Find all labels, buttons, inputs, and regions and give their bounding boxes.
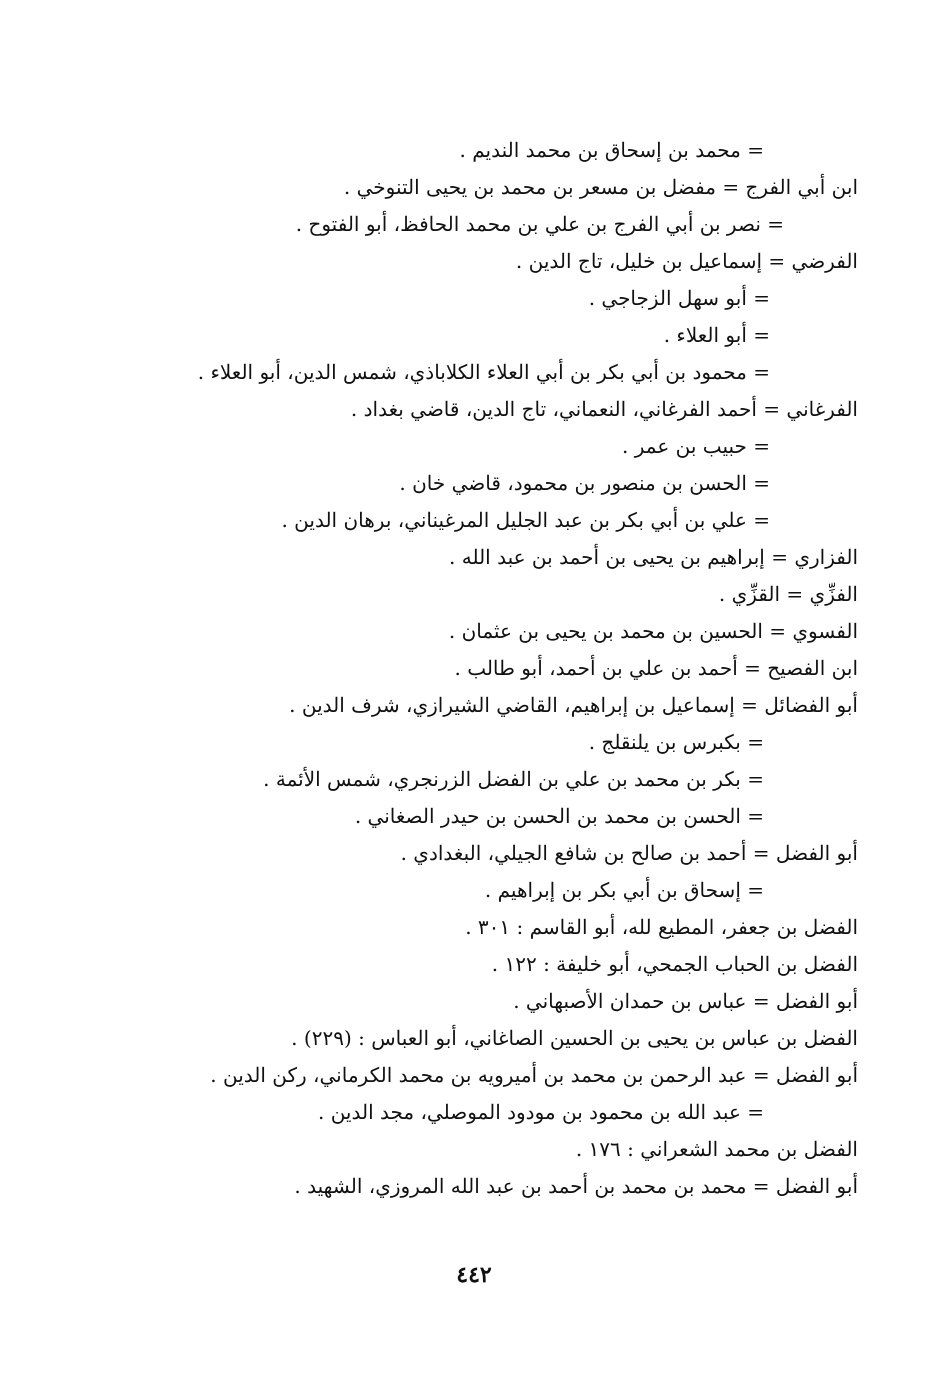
index-line: = الحسن بن محمد بن الحسن بن حيدر الصغاني . (354, 804, 764, 828)
index-line: أبو الفضل = أحمد بن صالح بن شافع الجيلي، البغدادي . (400, 841, 858, 865)
index-line: أبو الفضل = محمد بن محمد بن أحمد بن عبد الله المروزي، الشهيد . (294, 1174, 858, 1198)
index-line: الفرغاني = أحمد الفرغاني، النعماني، تاج الدين، قاضي بغداد . (350, 397, 858, 421)
index-line: ابن أبي الفرج = مفضل بن مسعر بن محمد بن يحيى التنوخي . (343, 175, 858, 199)
index-line: أبو الفضل = عباس بن حمدان الأصبهاني . (513, 989, 858, 1013)
index-line: = بكبرس بن يلنقلج . (588, 730, 764, 754)
index-line: الفضل بن عباس بن يحيى بن الحسين الصاغاني، أبو العباس : (٢٢٩) . (291, 1026, 858, 1050)
index-line: = بكر بن محمد بن علي بن الفضل الزرنجري، شمس الأئمة . (263, 767, 764, 791)
index-line: أبو الفضائل = إسماعيل بن إبراهيم، القاضي الشيرازي، شرف الدين . (289, 693, 858, 717)
index-line: الفرضي = إسماعيل بن خليل، تاج الدين . (515, 249, 858, 273)
index-line: أبو الفضل = عبد الرحمن بن محمد بن أميرويه بن محمد الكرماني، ركن الدين . (210, 1063, 858, 1087)
index-line: الفضل بن جعفر، المطيع لله، أبو القاسم : ٣٠١ . (465, 915, 858, 939)
index-line: = نصر بن أبي الفرج بن علي بن محمد الحافظ، أبو الفتوح . (295, 212, 784, 236)
index-line: = إسحاق بن أبي بكر بن إبراهيم . (484, 878, 764, 902)
index-line: = محمد بن إسحاق بن محمد النديم . (459, 138, 764, 162)
index-line: = عبد الله بن محمود بن مودود الموصلي، مجد الدين . (317, 1100, 764, 1124)
index-entries (128, 132, 858, 1205)
index-line: = أبو سهل الزجاجي . (588, 286, 770, 310)
index-line: = الحسن بن منصور بن محمود، قاضي خان . (399, 471, 770, 495)
index-line: ابن الفصيح = أحمد بن علي بن أحمد، أبو طالب . (454, 656, 858, 680)
page-number: ٤٤٢ (456, 1262, 492, 1288)
index-line: = محمود بن أبي بكر بن أبي العلاء الكلاباذي، شمس الدين، أبو العلاء . (197, 360, 770, 384)
index-line: = علي بن أبي بكر بن عبد الجليل المرغيناني، برهان الدين . (281, 508, 770, 532)
index-line: الفضل بن محمد الشعراني : ١٧٦ . (575, 1137, 858, 1161)
index-line: = حبيب بن عمر . (622, 434, 770, 458)
index-line: الفزاري = إبراهيم بن يحيى بن أحمد بن عبد الله . (449, 545, 858, 569)
index-line: الفسوي = الحسين بن محمد بن يحيى بن عثمان . (448, 619, 858, 643)
index-line: الفزِّي = القزِّي . (718, 582, 858, 606)
index-line: = أبو العلاء . (663, 323, 770, 347)
index-line: الفضل بن الحباب الجمحي، أبو خليفة : ١٢٢ . (491, 952, 858, 976)
